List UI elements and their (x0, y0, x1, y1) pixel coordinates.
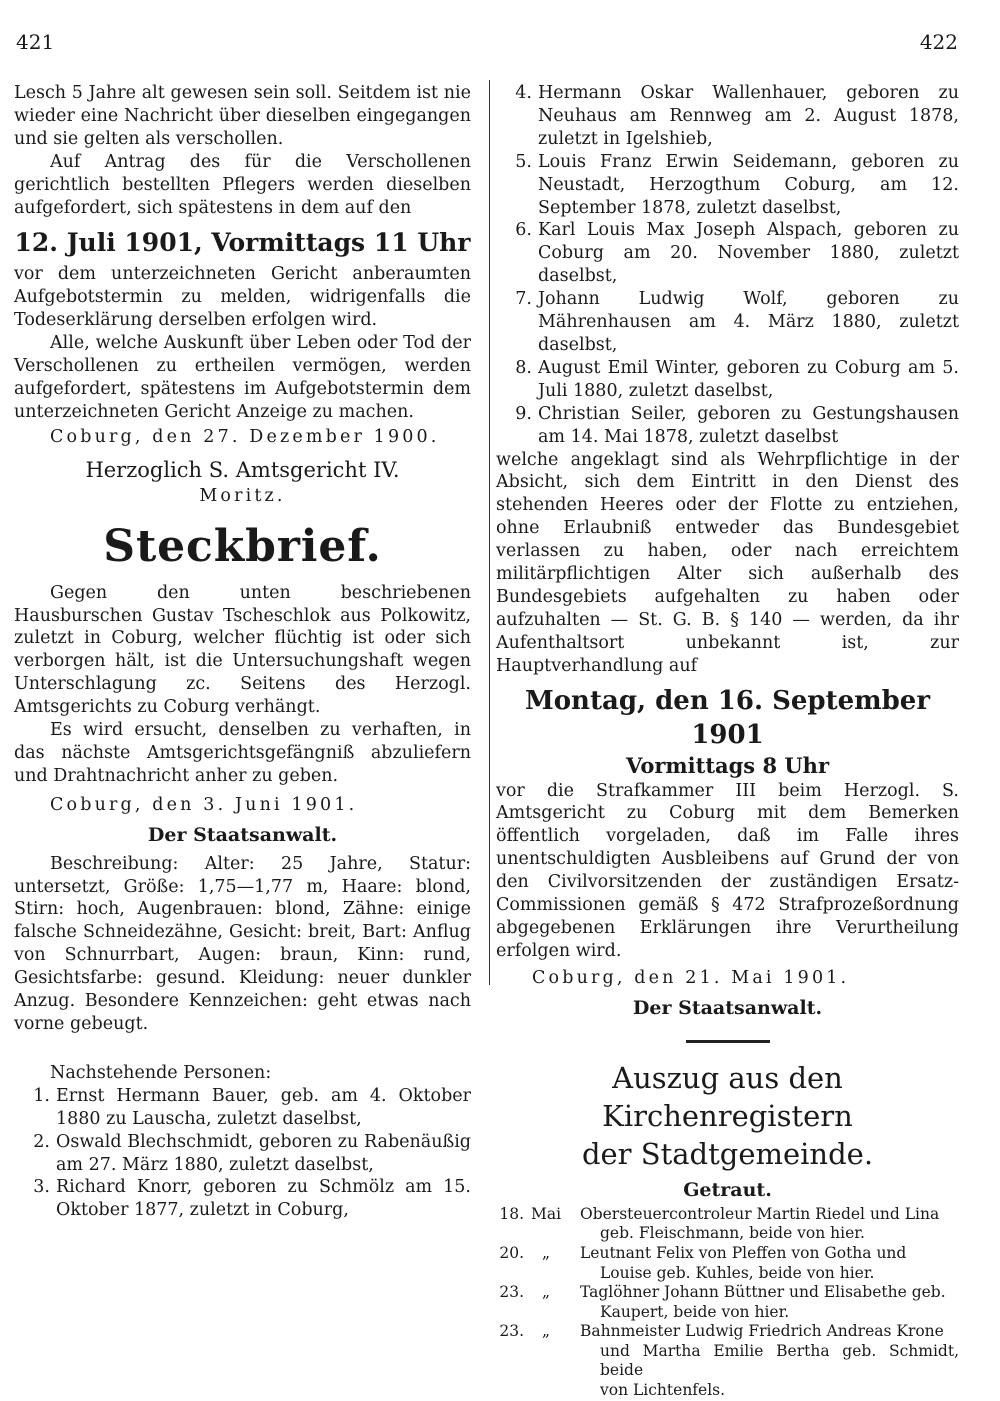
left-column (14, 82, 471, 1222)
list-number: 6. (515, 220, 532, 241)
list-text: Ernst Hermann Bauer, geb. am 4. Oktober 1880 zu Lauscha, zuletzt daselbst, (56, 1085, 471, 1129)
page-number-right: 422 (919, 30, 958, 54)
list-item (496, 82, 959, 151)
hearing-date: 12. Juli 1901, Vormittags 11 Uhr (14, 228, 471, 258)
persons-list-left (14, 1085, 471, 1222)
list-number: 2. (33, 1131, 50, 1152)
list-item (14, 1085, 471, 1131)
list-text: Christian Seiler, geboren zu Gestungshausen am 14. Mai 1878, zuletzt daselbst (538, 403, 959, 447)
entry-day: 23. (499, 1322, 524, 1341)
list-number: 8. (515, 357, 532, 378)
entry-text: Taglöhner Johann Büttner und Elisabethe geb. (580, 1283, 946, 1302)
list-item (14, 1176, 471, 1222)
paragraph: Alle, welche Auskunft über Leben oder Tod der Verschollenen zu ertheilen vermögen, werden aufgefordert, spätestens im Aufgebotstermin dem unterzeichneten Gericht Anzeige zu machen. (14, 333, 471, 422)
register-title-line2: der Stadtgemeinde. (581, 1136, 874, 1171)
trial-time: Vormittags 8 Uhr (625, 752, 830, 778)
place-date: Coburg, den 3. Juni 1901. (50, 794, 358, 815)
list-number: 1. (33, 1085, 50, 1106)
list-item (496, 151, 959, 220)
entry-day: 23. (499, 1283, 524, 1302)
entry-text-cont: Louise geb. Kuhles, beide von hier. (600, 1263, 875, 1282)
paragraph: Es wird ersucht, denselben zu verhaften, in das nächste Amtsgerichtsgefängniß abzuliefern und Drahtnachricht anher zu geben. (14, 720, 471, 786)
description-paragraph: Beschreibung: Alter: 25 Jahre, Statur: untersetzt, Größe: 1,75—1,77 m, Haare: blond, Stirn: hoch, Augenbrauen: blond, Zähne: einige falsche Schneidezähne, Gesicht: breit, Bart: Anflug von Schnurrbart, Augen: braun, Kinn: rund, Gesichtsfarbe: gesund. Kleidung: neuer dunkler Anzug. Besondere Kennzeichen: geht etwas nach vorne gebeugt. (14, 853, 471, 1034)
persons-list-right (496, 82, 959, 449)
list-item (496, 219, 959, 288)
entry-month: Mai (530, 1204, 562, 1223)
paragraph: Lesch 5 Jahre alt gewesen sein soll. Seitdem ist nie wieder eine Nachricht über dieselben eingegangen und sie gelten als verschollen. (14, 83, 471, 149)
spacer (14, 1036, 471, 1062)
entry-text-cont: von Lichtenfels. (600, 1381, 726, 1400)
entry-text-cont: und Martha Emilie Bertha geb. Schmidt, beide (600, 1341, 959, 1380)
list-number: 7. (515, 289, 532, 310)
list-number: 5. (515, 151, 532, 172)
list-text: Karl Louis Max Joseph Alspach, geboren zu Coburg am 20. November 1880, zuletzt daselbst, (538, 220, 959, 287)
staatsanwalt-signature: Der Staatsanwalt. (632, 996, 823, 1019)
list-item (496, 403, 959, 449)
entry-text: Obersteuercontroleur Martin Riedel und Lina (580, 1204, 940, 1223)
place-date: Coburg, den 21. Mai 1901. (532, 967, 850, 988)
list-text: Louis Franz Erwin Seidemann, geboren zu Neustadt, Herzogthum Coburg, am 12. September 1878, zuletzt daselbst, (538, 151, 959, 218)
column-divider (489, 80, 490, 985)
entry-day: 18. (499, 1204, 524, 1223)
entry-text-cont: geb. Fleischmann, beide von hier. (600, 1224, 865, 1243)
page-number-left: 421 (16, 30, 55, 54)
register-entry (496, 1283, 959, 1322)
entry-text: Leutnant Felix von Pleffen von Gotha und (580, 1243, 907, 1262)
list-text: Oswald Blechschmidt, geboren zu Rabenäußig am 27. März 1880, zuletzt daselbst, (56, 1131, 471, 1175)
register-entry (496, 1205, 959, 1244)
register-entry (496, 1244, 959, 1283)
entry-day: 20. (499, 1243, 524, 1262)
married-heading: Getraut. (683, 1178, 772, 1201)
list-text: August Emil Winter, geboren zu Coburg am 5. Juli 1880, zuletzt daselbst, (538, 357, 959, 401)
list-text: Hermann Oskar Wallenhauer, geboren zu Neuhaus am Rennweg am 2. August 1878, zuletzt in Igelshieb, (538, 83, 959, 149)
register-entry (496, 1322, 959, 1400)
place-date: Coburg, den 27. Dezember 1900. (50, 426, 440, 447)
staatsanwalt-signature: Der Staatsanwalt. (147, 823, 338, 846)
paragraph: Gegen den unten beschriebenen Hausburschen Gustav Tscheschlok aus Polkowitz, zuletzt in Coburg, welcher flüchtig ist oder sich verborgen hält, ist die Untersuchungshaft wegen Unterschlagung zc. Seitens des Herzogl. Amtsgerichts zu Coburg verhängt. (14, 582, 471, 718)
list-item (14, 1131, 471, 1177)
paragraph: welche angeklagt sind als Wehrpflichtige in der Absicht, sich dem Eintritt in den Dienst des stehenden Heeres oder der Flotte zu entziehen, ohne Erlaubniß entweder das Bundesgebiet verlassen zu haben, oder nach erreichtem militärpflichtigen Alter sich außerhalb des Bundesgebiets aufgehalten zu haben oder aufzuhalten — St. G. B. § 140 — werden, da ihr Aufenthaltsort unbekannt ist, zur Hauptverhandlung auf (496, 449, 959, 676)
register-title-line1: Auszug aus den Kirchenregistern (602, 1060, 853, 1133)
trial-date: Montag, den 16. September 1901 (524, 685, 931, 750)
right-column (496, 82, 959, 1401)
list-text: Richard Knorr, geboren zu Schmölz am 15. Oktober 1877, zuletzt in Coburg, (56, 1177, 471, 1221)
entry-text-cont: Kaupert, beide von hier. (600, 1302, 790, 1321)
marriage-register (496, 1205, 959, 1401)
list-number: 9. (515, 403, 532, 424)
list-number: 4. (515, 83, 532, 103)
list-item (496, 357, 959, 403)
paragraph: vor die Strafkammer III beim Herzogl. S. Amtsgericht zu Coburg mit dem Bemerken öffentlich vorgeladen, daß im Falle ihres unentschuldigten Ausbleibens auf Grund der von den Civilvorsitzenden der zuständigen Ersatz-Commissionen gemäß § 472 Strafprozeßordnung abgegebenen Erklärungen ihre Verurtheilung erfolgen wird. (496, 780, 959, 961)
persons-intro: Nachstehende Personen: (50, 1062, 272, 1083)
paragraph: vor dem unterzeichneten Gericht anberaumten Aufgebotstermin zu melden, widrigenfalls die Todeserklärung derselben erfolgen wird. (14, 264, 471, 331)
list-number: 3. (33, 1177, 50, 1198)
entry-month: „ (541, 1283, 551, 1302)
list-text: Johann Ludwig Wolf, geboren zu Mährenhausen am 4. März 1880, zuletzt daselbst, (538, 289, 959, 355)
paragraph: Auf Antrag des für die Verschollenen gerichtlich bestellten Pflegers werden dieselben aufgefordert, sich spätestens in dem auf den (14, 151, 471, 218)
signature: Moritz. (199, 485, 286, 506)
court-name: Herzoglich S. Amtsgericht IV. (85, 457, 400, 482)
list-item (496, 288, 959, 357)
entry-text: Bahnmeister Ludwig Friedrich Andreas Krone (580, 1322, 944, 1341)
section-heading: Steckbrief. (103, 520, 382, 572)
entry-month: „ (541, 1322, 551, 1341)
entry-month: „ (541, 1243, 551, 1262)
section-rule (686, 1040, 770, 1043)
